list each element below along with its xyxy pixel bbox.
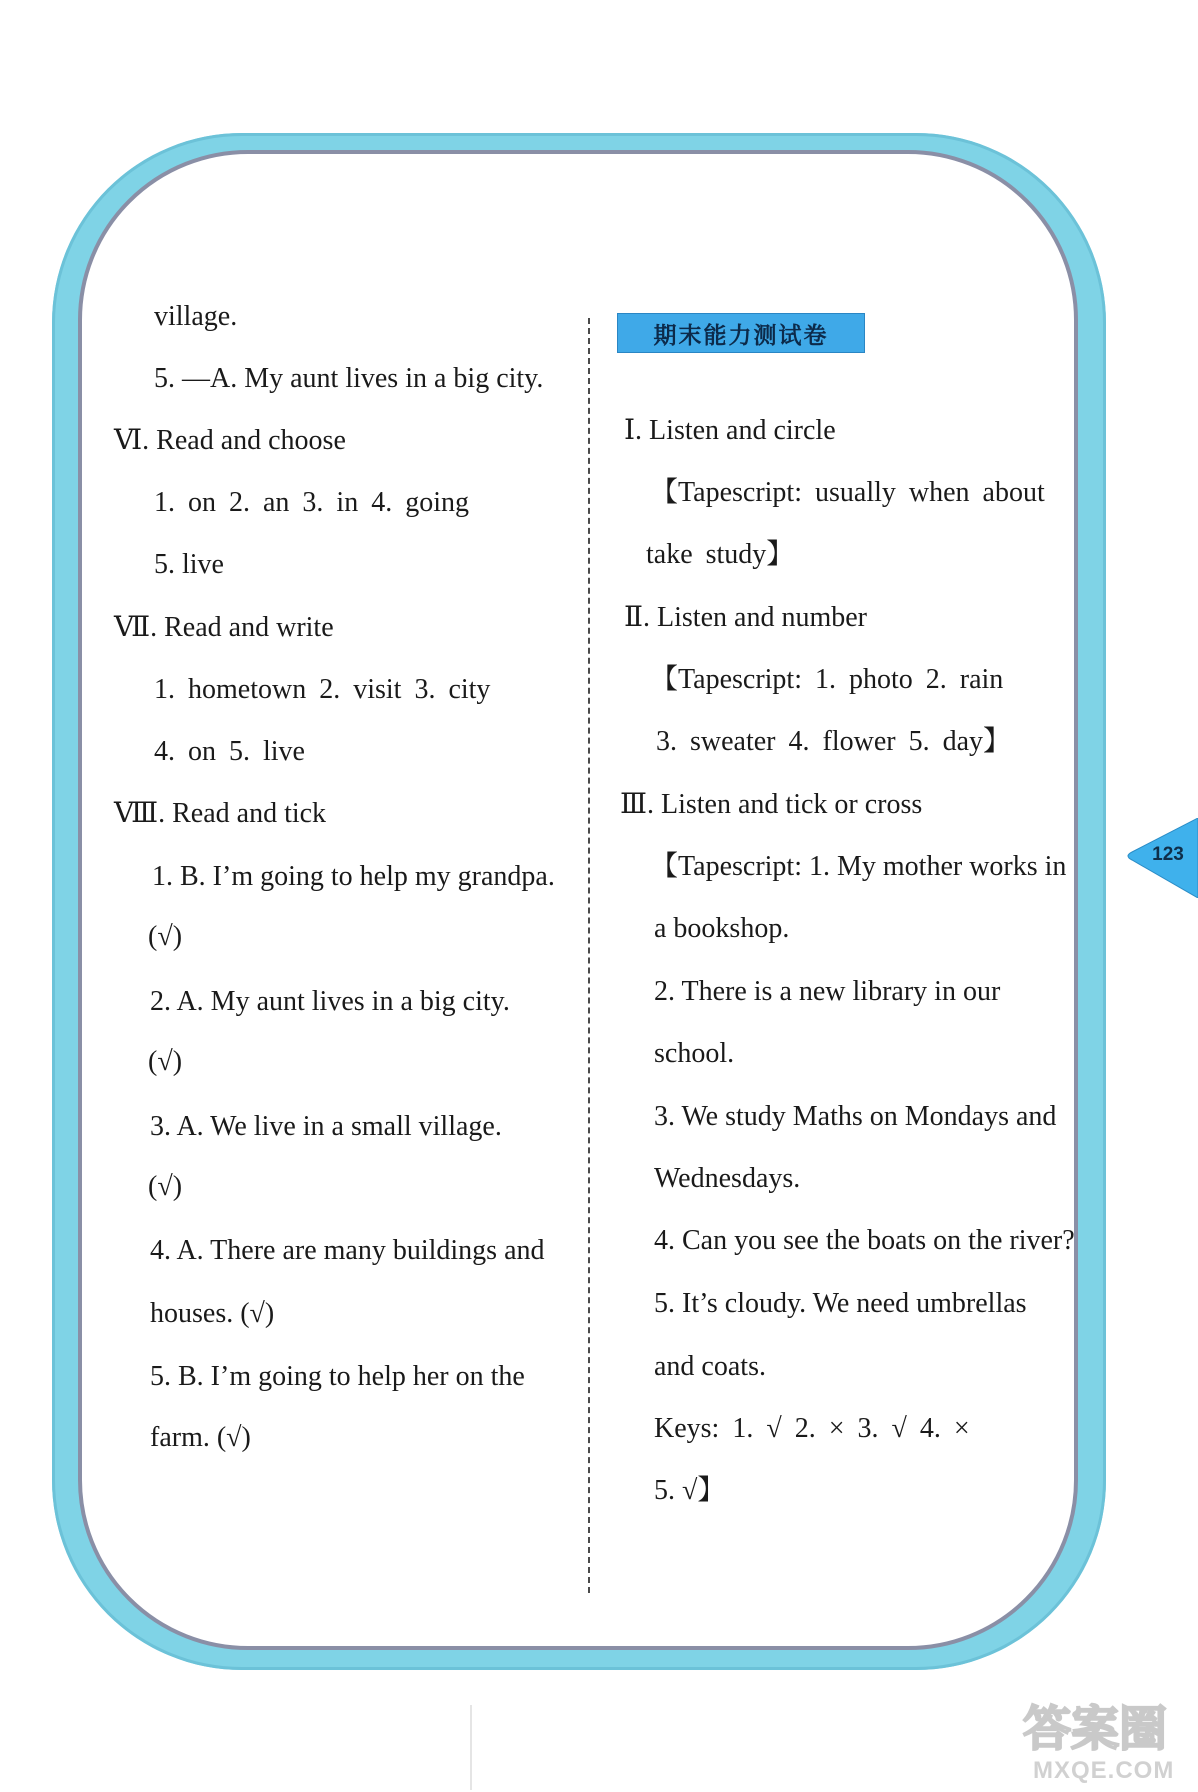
text-line: 3. sweater 4. flower 5. day】 (656, 726, 1012, 757)
text-line: 3. A. We live in a small village. (150, 1111, 502, 1142)
section-heading: Ⅵ. Read and choose (114, 425, 346, 456)
text-line: take study】 (646, 539, 795, 570)
text-line: 5. It’s cloudy. We need umbrellas (654, 1288, 1027, 1319)
section-title-tag: 期末能力测试卷 (617, 313, 865, 353)
text-line: Keys: 1. √ 2. × 3. √ 4. × (654, 1413, 970, 1444)
section-heading: Ⅶ. Read and write (114, 612, 334, 643)
text-line: 1. hometown 2. visit 3. city (154, 674, 491, 705)
text-line: 5. √】 (654, 1475, 726, 1506)
watermark-logo (1005, 1695, 1195, 1791)
text-line: 3. We study Maths on Mondays and (654, 1101, 1057, 1132)
text-line: 2. There is a new library in our (654, 976, 1001, 1007)
answer-mark: (√) (148, 1171, 183, 1202)
text-line: 5. —A. My aunt lives in a big city. (154, 363, 544, 394)
text-line: 5. live (154, 549, 224, 580)
answer-mark: (√) (148, 921, 183, 952)
watermark-logo-icon (1005, 1695, 1195, 1759)
text-line: 4. Can you see the boats on the river? (654, 1225, 1075, 1256)
text-line: 【Tapescript: 1. My mother works in (650, 851, 1067, 882)
binding-line (470, 1705, 472, 1790)
text-line: 【Tapescript: 1. photo 2. rain (650, 664, 1004, 695)
text-line: Wednesdays. (654, 1163, 801, 1194)
section-heading: Ⅱ. Listen and number (624, 602, 867, 633)
text-line: a bookshop. (654, 913, 790, 944)
watermark-url: MXQE.COM (1033, 1757, 1175, 1784)
text-line: 2. A. My aunt lives in a big city. (150, 986, 510, 1017)
page-number: 123 (1152, 844, 1184, 865)
section-heading: Ⅰ. Listen and circle (624, 415, 836, 446)
page-number-tab (1124, 818, 1198, 898)
watermark-logo-text: 答案圈 (1023, 1701, 1168, 1757)
text-line: farm. (√) (150, 1422, 251, 1453)
text-line: 4. on 5. live (154, 736, 305, 767)
text-line: houses. (√) (150, 1298, 275, 1329)
text-line: 【Tapescript: usually when about (650, 477, 1045, 508)
text-line: and coats. (654, 1351, 766, 1382)
text-line: 4. A. There are many buildings and (150, 1235, 545, 1266)
section-heading: Ⅷ. Read and tick (114, 798, 327, 829)
text-line: 1. on 2. an 3. in 4. going (154, 487, 469, 518)
text-line: 1. B. I’m going to help my grandpa. (152, 861, 555, 892)
text-line: school. (654, 1038, 735, 1069)
answer-mark: (√) (148, 1046, 183, 1077)
section-heading: Ⅲ. Listen and tick or cross (620, 789, 923, 820)
text-line: village. (154, 301, 238, 332)
column-divider (588, 318, 590, 1593)
text-line: 5. B. I’m going to help her on the (150, 1361, 525, 1392)
